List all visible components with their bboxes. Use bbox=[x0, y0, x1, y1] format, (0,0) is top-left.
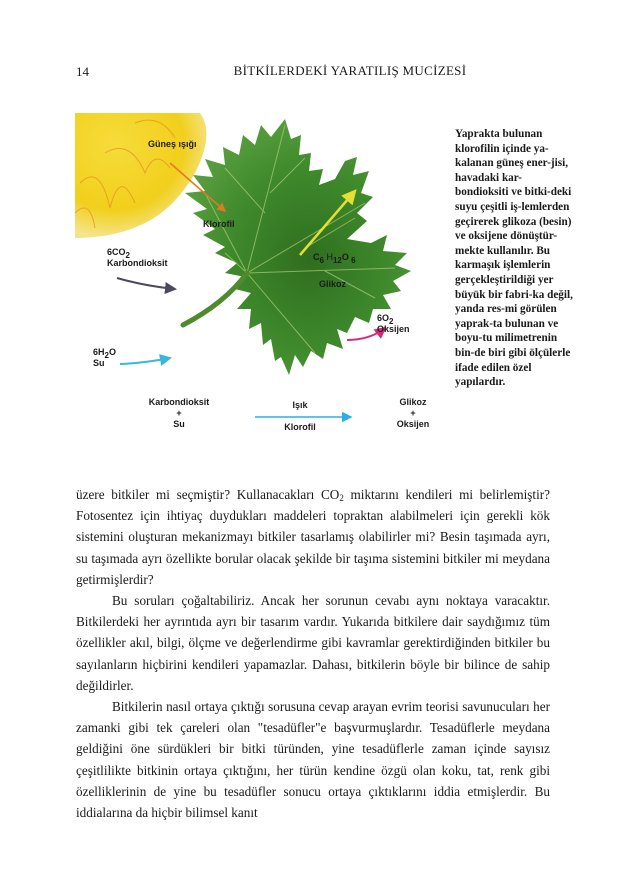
equation-left-top: Karbondioksit bbox=[148, 397, 210, 407]
equation-arrow-top: Işık bbox=[292, 400, 308, 410]
equation-products bbox=[385, 397, 441, 430]
sun-shape bbox=[75, 113, 206, 238]
equation-reactants bbox=[141, 397, 217, 430]
body-text bbox=[76, 484, 550, 823]
running-title: BİTKİLERDEKİ YARATILIŞ MUCİZESİ bbox=[233, 63, 467, 78]
equation-arrow-bottom: Klorofil bbox=[284, 422, 316, 432]
page-number: 14 bbox=[76, 64, 89, 79]
equation-right-plus: + bbox=[410, 408, 416, 418]
co2-arrow bbox=[117, 278, 175, 289]
paragraph-3: Bitkilerin nasıl ortaya çıktığı sorusuna cevap arayan evrim teorisi savunucuları her zamanki gibi tek çareleri olan "tesadüfler"e başvurmuşlardır. Tesadüflerle meydana geldiğini öne sürdükleri bir bitki türünden, yine tesadüflerle zaman içinde sayısız çeşitlilikte bitkinin ortaya çıktığını, her türün kendine özgü olan koku, tat, renk gibi özelliklerinin de yine bu tesadüfler sonucu ortaya çıktıklarını iddia etmişlerdir. Bu iddialarına da hiçbir bilimsel kanıt bbox=[76, 699, 550, 821]
figure-caption: Yaprakta bulunan klorofilin içinde ya-kalanan güneş ener-jisi, havadaki kar-bondioksiti ve bitki-deki suyu çeşitli iş-lemlerden geçirerek glikoza (besin) ve oksijene dönüştür-mekte kullanılır. Bu karmaşık işlemlerin gerçekleştirildiği yer büyük bir fabri-ka değil, yanda res-mi görülen yaprak-ta bulunan ve boyu-tu milimetrenin bin-de biri gibi ölçülerle ifade edilen özel yapılardır. bbox=[455, 128, 573, 389]
h2o-formula: $6H_2O$ bbox=[93, 347, 116, 360]
leaf-shape bbox=[185, 119, 411, 375]
sunlight-label: Güneş ışığı bbox=[148, 139, 197, 149]
h2o-label-group bbox=[93, 347, 116, 369]
paragraph-1: üzere bitkiler mi seçmiştir? Kullanacakları $CO_2$ miktarını kendileri mi belirlemiştir? Fotosentez için ihtiyaç duydukları maddeleri topraktan alabilmeleri için gerekli kök sistemini oluşturan mekanizmayı bitkiler tasarlamış olabilirler mi? Besin taşımada ayrı, su taşımada ayrı özellikte borular olacak şekilde bir taşıma sistemini bitkiler mi meydana getirmişlerdir? bbox=[76, 487, 550, 587]
chlorophyll-label: Klorofil bbox=[203, 219, 235, 229]
glucose-name: Glikoz bbox=[319, 279, 347, 289]
photosynthesis-figure bbox=[75, 113, 450, 438]
co2-name: Karbondioksit bbox=[107, 258, 168, 268]
equation-left-bottom: Su bbox=[173, 419, 185, 429]
equation-right-bottom: Oksijen bbox=[396, 419, 430, 429]
leaf-stem bbox=[183, 273, 247, 325]
glucose-formula: $C_6$ $H_{12}O$ $_6$ bbox=[313, 252, 356, 265]
paragraph-2: Bu soruları çoğaltabiliriz. Ancak her sorunun cevabı aynı noktaya varacaktır. Bitkilerdeki her ayrıntıda ayrı bir tasarım vardır. Yukarıda bitkilere dair saydığımız tüm özellikler akıl, bilgi, ölçme ve değerlendirme gibi kavramlar gerektirdiğinden bitkiler bu sayılanların hiçbirini kendileri yapamazlar. Dahası, bitkilerin böyle bir bilince de sahip değildirler. bbox=[76, 593, 550, 693]
o2-formula: $6O_2$ bbox=[377, 313, 394, 326]
equation-right-top: Glikoz bbox=[399, 397, 427, 407]
co2-label-group bbox=[107, 247, 168, 269]
h2o-name: Su bbox=[93, 358, 105, 368]
equation-left-plus: + bbox=[176, 408, 182, 418]
h2o-arrow bbox=[120, 358, 170, 364]
o2-name: Oksijen bbox=[377, 324, 410, 334]
o2-label-group bbox=[377, 313, 410, 335]
co2-formula: $6CO_2$ bbox=[107, 247, 130, 260]
figure-illustration bbox=[75, 113, 450, 438]
